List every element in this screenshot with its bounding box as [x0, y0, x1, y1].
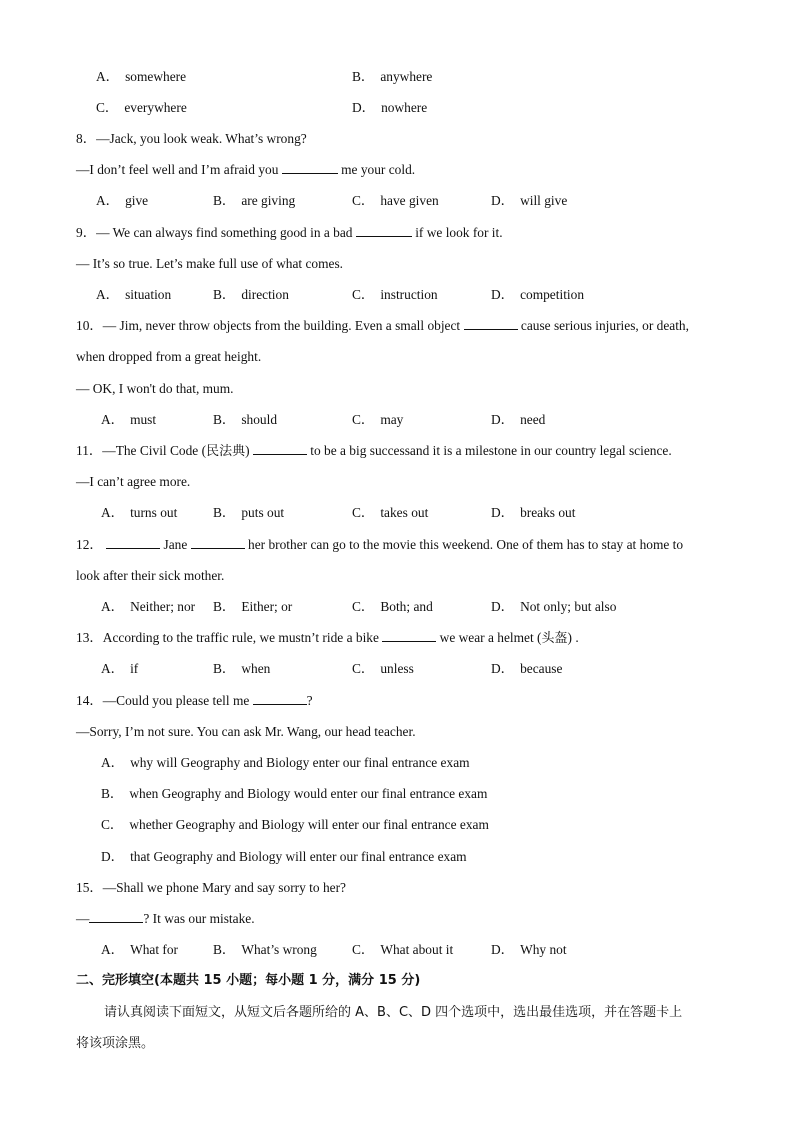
q10-option-c[interactable] — [352, 411, 403, 429]
question-text: Jane — [163, 537, 188, 552]
option-label: A． — [96, 193, 120, 208]
option-label: C． — [352, 942, 375, 957]
option-label: B． — [352, 69, 375, 84]
q13-option-d[interactable] — [491, 660, 562, 678]
option-text: why will Geography and Biology enter our final entrance exam — [130, 755, 470, 770]
option-text: Neither; nor — [130, 599, 196, 614]
q12-option-a[interactable] — [101, 598, 195, 616]
question-text: — It’s so true. Let’s make full use of what comes. — [76, 256, 344, 271]
q15-reply — [76, 910, 255, 928]
option-text: What’s wrong — [241, 942, 317, 957]
q9-option-c[interactable] — [352, 286, 438, 304]
option-text: if — [130, 661, 139, 676]
q15-option-a[interactable] — [101, 941, 178, 959]
option-text: direction — [241, 287, 289, 302]
option-label: C． — [352, 661, 375, 676]
question-text: — — [76, 911, 90, 926]
option-text: somewhere — [125, 69, 187, 84]
q11-option-a[interactable] — [101, 504, 177, 522]
q11-option-d[interactable] — [491, 504, 575, 522]
option-label: A． — [101, 505, 125, 520]
option-label: B． — [213, 287, 236, 302]
question-number: 13． — [76, 630, 103, 645]
option-text: unless — [380, 661, 414, 676]
question-text: me your cold. — [341, 162, 416, 177]
option-text: everywhere — [124, 100, 187, 115]
option-text: puts out — [241, 505, 285, 520]
option-label: B． — [213, 505, 236, 520]
chinese-gloss: 民法典 — [206, 444, 246, 459]
option-text: whether Geography and Biology will enter our final entrance exam — [129, 817, 489, 832]
q8-option-d[interactable] — [491, 192, 567, 210]
q12-option-b[interactable] — [213, 598, 292, 616]
question-number: 9． — [76, 225, 97, 240]
option-label: A． — [101, 412, 125, 427]
q11-option-c[interactable] — [352, 504, 428, 522]
option-label: A． — [101, 755, 125, 770]
q9-reply — [76, 255, 343, 273]
option-text: breaks out — [520, 505, 576, 520]
option-label: A． — [101, 942, 125, 957]
option-text: Both; and — [380, 599, 433, 614]
q9-stem — [76, 224, 503, 242]
question-text: — OK, I won't do that, mum. — [76, 381, 234, 396]
question-number: 15． — [76, 880, 103, 895]
option-label: D． — [352, 100, 376, 115]
q14-reply — [76, 723, 416, 741]
q10-option-b[interactable] — [213, 411, 277, 429]
option-label: D． — [491, 599, 515, 614]
option-label: C． — [352, 412, 375, 427]
question-number: 11． — [76, 443, 103, 458]
option-text: should — [241, 412, 278, 427]
option-text: will give — [520, 193, 568, 208]
section-instruction: 请认真阅读下面短文，从短文后各题所给的 A、B、C、D 四个选项中，选出最佳选项，并在答题卡上 — [104, 1005, 683, 1020]
q15-stem — [76, 879, 346, 897]
q9-option-b[interactable] — [213, 286, 289, 304]
option-text: give — [125, 193, 149, 208]
q10-option-d[interactable] — [491, 411, 545, 429]
q14-option-b[interactable] — [101, 785, 487, 803]
option-label: A． — [96, 69, 120, 84]
q12-stem-cont — [76, 567, 224, 585]
option-text: when — [241, 661, 271, 676]
question-text: if we look for it. — [415, 225, 503, 240]
option-text: turns out — [130, 505, 178, 520]
question-text: ) — [245, 443, 250, 458]
q12-option-c[interactable] — [352, 598, 433, 616]
answer-blank[interactable] — [106, 548, 160, 549]
option-label: C． — [352, 599, 375, 614]
option-text: are giving — [241, 193, 296, 208]
answer-blank[interactable] — [191, 548, 245, 549]
section-instruction-cont: 将该项涂黑。 — [76, 1036, 155, 1051]
option-text: anywhere — [380, 69, 433, 84]
answer-blank[interactable] — [89, 922, 143, 923]
q12-option-d[interactable] — [491, 598, 616, 616]
q8-stem — [76, 130, 307, 148]
question-text: —Jack, you look weak. What’s wrong? — [96, 131, 307, 146]
option-label: D． — [491, 193, 515, 208]
q8-reply — [76, 161, 415, 179]
question-number: 10． — [76, 318, 103, 333]
q11-reply — [76, 473, 190, 491]
option-label: D． — [101, 849, 125, 864]
option-text: because — [520, 661, 563, 676]
option-label: B． — [213, 193, 236, 208]
question-text: we wear a helmet ( — [439, 630, 542, 645]
option-text: must — [130, 412, 157, 427]
question-text: ) . — [567, 630, 579, 645]
option-text: takes out — [380, 505, 429, 520]
question-text: —Could you please tell me — [102, 693, 250, 708]
question-text: to be a big successand it is a milestone in our country legal science. — [310, 443, 672, 458]
q11-stem — [76, 442, 672, 461]
answer-blank[interactable] — [464, 329, 518, 330]
q12-stem — [76, 536, 683, 554]
option-label: D． — [491, 412, 515, 427]
section-heading: 二、完形填空(本题共 15 小题；每小题 1 分，满分 15 分) — [76, 973, 421, 988]
q13-stem — [76, 629, 579, 648]
question-text: her brother can go to the movie this weekend. One of them has to stay at home to — [248, 537, 684, 552]
option-label: A． — [96, 287, 120, 302]
q8-option-a[interactable] — [96, 192, 148, 210]
q9-option-a[interactable] — [96, 286, 171, 304]
option-label: A． — [101, 661, 125, 676]
question-text: cause serious injuries, or death, — [520, 318, 689, 333]
question-text: ? — [306, 693, 313, 708]
answer-blank[interactable] — [282, 173, 338, 174]
q8-option-c[interactable] — [352, 192, 439, 210]
option-text: when Geography and Biology would enter our final entrance exam — [129, 786, 488, 801]
chinese-gloss: 头盔 — [541, 631, 568, 646]
option-label: D． — [491, 661, 515, 676]
question-text: —I can’t agree more. — [76, 474, 191, 489]
option-label: C． — [96, 100, 119, 115]
option-label: B． — [213, 412, 236, 427]
option-text: Not only; but also — [520, 599, 617, 614]
question-text: ? It was our mistake. — [143, 911, 255, 926]
option-text: situation — [125, 287, 172, 302]
answer-blank[interactable] — [253, 454, 307, 455]
q7-option-d[interactable] — [352, 99, 427, 117]
option-text: Why not — [520, 942, 567, 957]
q7-option-b[interactable] — [352, 68, 432, 86]
q15-option-b[interactable] — [213, 941, 317, 959]
q13-option-c[interactable] — [352, 660, 414, 678]
option-label: C． — [352, 505, 375, 520]
option-text: have given — [380, 193, 439, 208]
question-number: 12． — [76, 537, 103, 552]
option-label: B． — [101, 786, 124, 801]
option-text: What for — [130, 942, 179, 957]
option-label: A． — [101, 599, 125, 614]
question-text: —The Civil Code ( — [102, 443, 207, 458]
option-text: Either; or — [241, 599, 293, 614]
question-text: According to the traffic rule, we mustn’t ride a bike — [102, 630, 379, 645]
option-text: instruction — [380, 287, 438, 302]
question-text: — We can always find something good in a bad — [96, 225, 353, 240]
q14-option-c[interactable] — [101, 816, 489, 834]
option-label: D． — [491, 942, 515, 957]
q15-option-c[interactable] — [352, 941, 453, 959]
q14-stem — [76, 692, 313, 710]
option-text: What about it — [380, 942, 454, 957]
option-text: that Geography and Biology will enter our final entrance exam — [130, 849, 467, 864]
question-text: —I don’t feel well and I’m afraid you — [76, 162, 279, 177]
option-label: B． — [213, 661, 236, 676]
q11-option-b[interactable] — [213, 504, 284, 522]
question-number: 14． — [76, 693, 103, 708]
q10-option-a[interactable] — [101, 411, 156, 429]
q15-option-d[interactable] — [491, 941, 567, 959]
option-label: D． — [491, 505, 515, 520]
option-label: C． — [352, 193, 375, 208]
question-text: —Sorry, I’m not sure. You can ask Mr. Wang, our head teacher. — [76, 724, 416, 739]
option-label: B． — [213, 599, 236, 614]
q10-stem-cont — [76, 348, 261, 366]
option-text: need — [520, 412, 546, 427]
q14-option-a[interactable] — [101, 754, 470, 772]
q7-option-c[interactable] — [96, 99, 187, 117]
option-text: competition — [520, 287, 585, 302]
q9-option-d[interactable] — [491, 286, 584, 304]
q10-stem — [76, 317, 689, 335]
q14-option-d[interactable] — [101, 848, 467, 866]
q7-option-a[interactable] — [96, 68, 186, 86]
q10-reply — [76, 380, 234, 398]
option-label: C． — [352, 287, 375, 302]
question-text: look after their sick mother. — [76, 568, 225, 583]
q13-option-a[interactable] — [101, 660, 138, 678]
question-number: 8． — [76, 131, 97, 146]
question-text: —Shall we phone Mary and say sorry to her? — [102, 880, 346, 895]
option-label: B． — [213, 942, 236, 957]
question-text: — Jim, never throw objects from the building. Even a small object — [102, 318, 461, 333]
option-text: may — [380, 412, 404, 427]
q13-option-b[interactable] — [213, 660, 270, 678]
question-text: when dropped from a great height. — [76, 349, 262, 364]
option-label: C． — [101, 817, 124, 832]
q8-option-b[interactable] — [213, 192, 295, 210]
option-text: nowhere — [381, 100, 428, 115]
answer-blank[interactable] — [356, 236, 412, 237]
answer-blank[interactable] — [253, 704, 307, 705]
answer-blank[interactable] — [382, 641, 436, 642]
option-label: D． — [491, 287, 515, 302]
